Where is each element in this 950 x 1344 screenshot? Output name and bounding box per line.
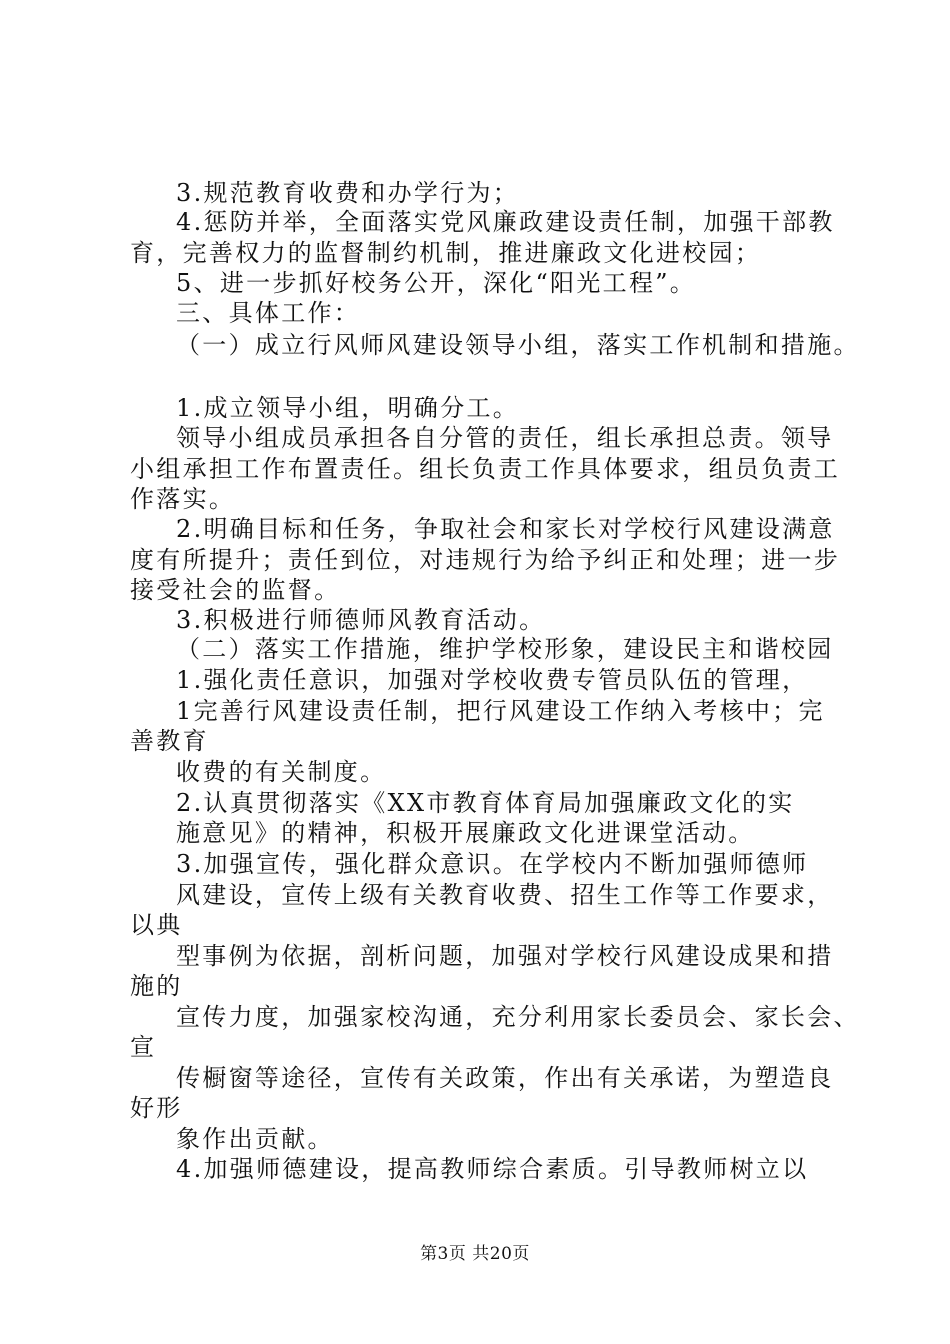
text-line: 育，完善权力的监督制约机制，推进廉政文化进校园；	[130, 239, 762, 267]
text-line: 施的	[130, 972, 183, 1000]
text-line: 宣	[130, 1033, 157, 1061]
text-line: 1.强化责任意识，加强对学校收费专管员队伍的管理，	[176, 666, 809, 694]
text-line: 型事例为依据，剖析问题，加强对学校行风建设成果和措	[176, 942, 834, 970]
subsection-heading: （一）成立行风师风建设领导小组，落实工作机制和措施。	[176, 331, 860, 359]
text-line: 象作出贡献。	[176, 1125, 334, 1153]
text-line: 3.积极进行师德师风教育活动。	[176, 606, 546, 634]
section-heading: 三、具体工作：	[176, 299, 361, 327]
text-line: 宣传力度，加强家校沟通，充分利用家长委员会、家长会、	[176, 1003, 860, 1031]
text-line: 1.成立领导小组，明确分工。	[176, 394, 520, 422]
subsection-heading: （二）落实工作措施，维护学校形象，建设民主和谐校园	[176, 635, 834, 663]
text-line: 度有所提升；责任到位，对违规行为给予纠正和处理；进一步	[130, 546, 841, 574]
text-line: 施意见》的精神，积极开展廉政文化进课堂活动。	[176, 819, 755, 847]
text-line: 3.加强宣传，强化群众意识。在学校内不断加强师德师	[176, 850, 809, 878]
text-line: 传橱窗等途径，宣传有关政策，作出有关承诺，为塑造良	[176, 1064, 834, 1092]
text-line: 善教育	[130, 727, 209, 755]
text-line: 收费的有关制度。	[176, 758, 387, 786]
text-line: 以典	[130, 911, 183, 939]
text-line: 风建设，宣传上级有关教育收费、招生工作等工作要求，	[176, 881, 834, 909]
text-line: 领导小组成员承担各自分管的责任，组长承担总责。领导	[176, 424, 834, 452]
text-line: 2.明确目标和任务，争取社会和家长对学校行风建设满意	[176, 515, 835, 543]
text-line: 4.加强师德建设，提高教师综合素质。引导教师树立以	[176, 1155, 809, 1183]
text-line: 小组承担工作布置责任。组长负责工作具体要求，组员负责工	[130, 455, 841, 483]
text-line: 接受社会的监督。	[130, 576, 341, 604]
text-line: 作落实。	[130, 485, 236, 513]
text-line: 1完善行风建设责任制，把行风建设工作纳入考核中；完	[176, 697, 825, 725]
page-number-footer: 第3页 共20页	[420, 1244, 530, 1264]
text-line: 3.规范教育收费和办学行为；	[176, 179, 520, 207]
text-line: 4.惩防并举，全面落实党风廉政建设责任制，加强干部教	[176, 208, 835, 236]
text-line: 2.认真贯彻落实《XX市教育体育局加强廉政文化的实	[176, 789, 795, 817]
text-line: 5、进一步抓好校务公开，深化“阳光工程”。	[176, 269, 697, 297]
text-line: 好形	[130, 1094, 183, 1122]
